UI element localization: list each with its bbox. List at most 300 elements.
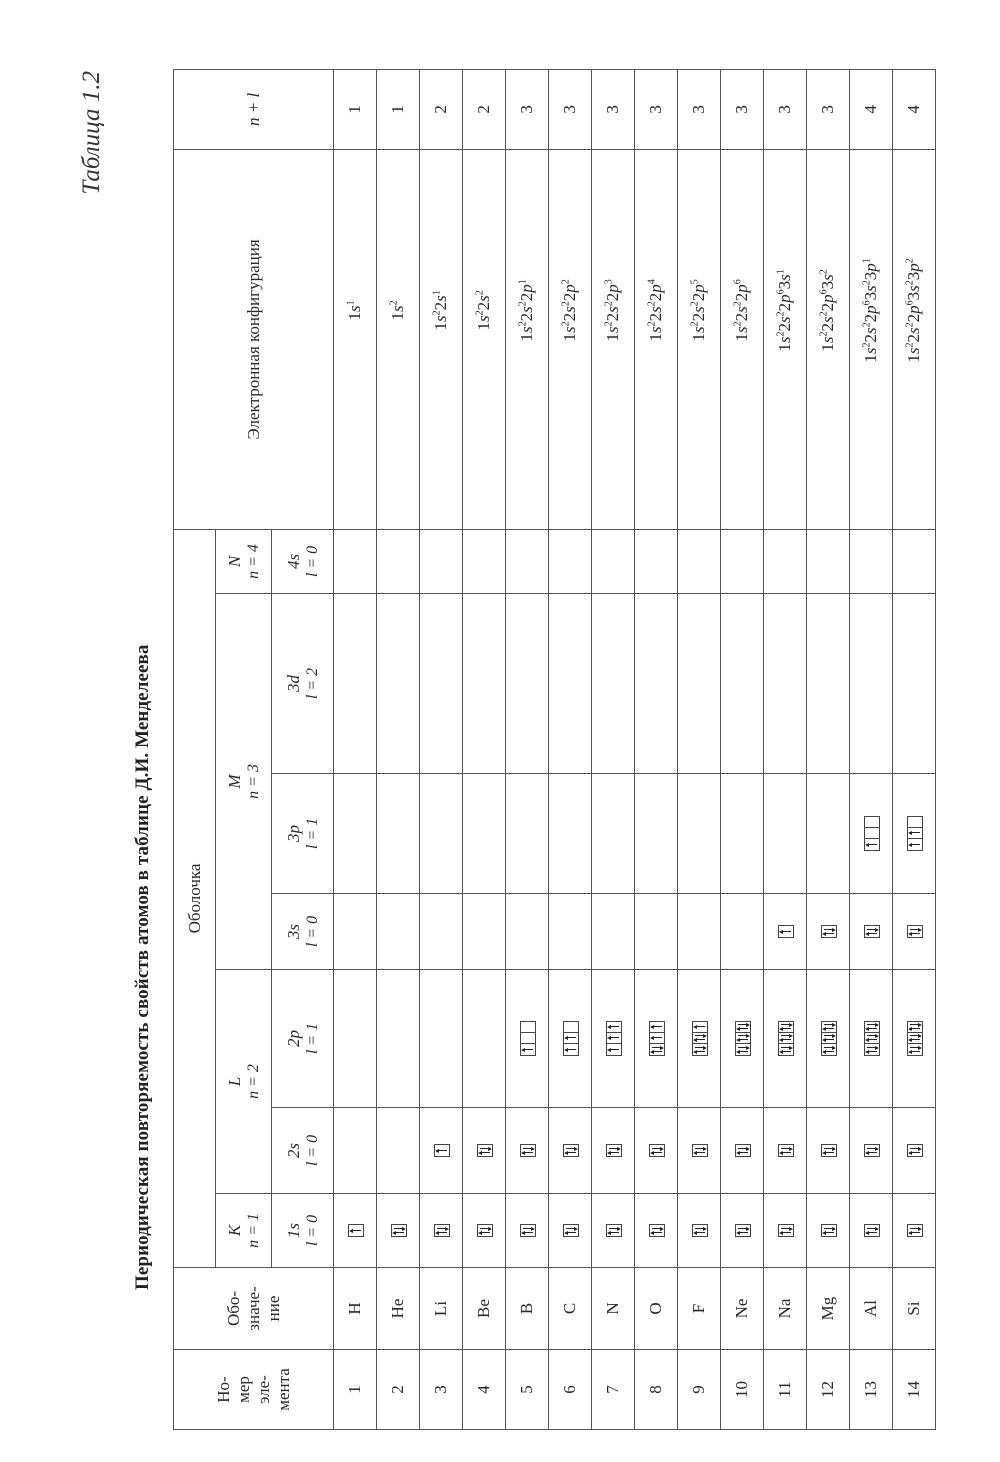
spin-down-arrow-icon	[566, 1148, 576, 1149]
orbital-box	[907, 925, 923, 938]
orbital-3s-cell	[850, 894, 893, 970]
spin-up-arrow-icon	[867, 1039, 877, 1040]
orbital-2s-cell	[420, 1108, 463, 1194]
orbital-cell	[693, 1022, 707, 1033]
orbital-3p-cell	[893, 774, 936, 894]
config-electron-count: 2	[818, 331, 830, 337]
spin-down-arrow-icon	[609, 1228, 619, 1229]
element-symbol: H	[334, 1268, 377, 1350]
orbital-cell	[521, 1145, 535, 1156]
orbital-3p-cell	[678, 774, 721, 894]
orbital-2s-cell	[549, 1108, 592, 1194]
orbital-cell	[779, 1145, 793, 1156]
orbital-cell	[822, 1022, 836, 1033]
spin-up-arrow-icon	[351, 1230, 361, 1231]
orbital-3d-cell	[721, 594, 764, 774]
orbital-cell	[349, 1225, 363, 1236]
spin-down-arrow-icon	[867, 1228, 877, 1229]
orbital-box	[477, 1144, 493, 1157]
config-orbital-letter: s	[904, 285, 923, 292]
spin-down-arrow-icon	[867, 1024, 877, 1025]
orbital-1s-cell	[506, 1194, 549, 1268]
table-row	[721, 69, 764, 1429]
orbital-4s-cell	[764, 529, 807, 593]
spin-down-arrow-icon	[910, 1035, 920, 1036]
n-plus-l-value: 4	[850, 69, 893, 149]
orbital-cell	[564, 1145, 578, 1156]
spin-up-arrow-icon	[824, 1051, 834, 1052]
config-orbital-letter: s	[818, 274, 837, 281]
orbital-3d-cell	[463, 594, 506, 774]
orbital-3s-cell	[721, 894, 764, 970]
config-electron-count: 1	[517, 279, 529, 285]
config-orbital-letter: p	[560, 284, 579, 293]
orbital-2s-cell	[463, 1108, 506, 1194]
config-electron-count: 2	[517, 301, 529, 307]
config-orbital-letter: s	[775, 336, 794, 344]
table-row	[506, 69, 549, 1429]
orbital-3s-cell	[678, 894, 721, 970]
orbital-cell	[779, 1044, 793, 1055]
element-number: 10	[721, 1350, 764, 1430]
orbital-box	[821, 1144, 837, 1157]
header-shell: Оболочка	[174, 529, 216, 1267]
orbital-3p-cell	[764, 774, 807, 894]
spin-down-arrow-icon	[609, 1148, 619, 1149]
orbital-cell	[521, 1022, 535, 1033]
config-orbital-letter: s	[431, 315, 450, 323]
orbital-2s-cell	[506, 1108, 549, 1194]
orbital-cell	[908, 1022, 922, 1033]
header-subshell-1s	[272, 1194, 334, 1268]
config-orbital-letter: p	[732, 284, 751, 293]
orbital-2p-cell	[549, 970, 592, 1108]
table-body	[334, 69, 936, 1429]
spin-up-arrow-icon	[566, 1049, 576, 1050]
orbital-3p-cell	[721, 774, 764, 894]
orbital-box	[907, 1224, 923, 1237]
orbital-cell	[607, 1225, 621, 1236]
orbital-2s-cell	[334, 1108, 377, 1194]
spin-down-arrow-icon	[867, 1148, 877, 1149]
element-number: 14	[893, 1350, 936, 1430]
orbital-cell	[908, 1033, 922, 1044]
spin-up-arrow-icon	[480, 1152, 490, 1153]
config-orbital-letter: p	[646, 284, 665, 293]
config-electron-count: 2	[861, 280, 873, 286]
spin-down-arrow-icon	[867, 929, 877, 930]
spin-up-arrow-icon	[824, 1028, 834, 1029]
orbital-box	[735, 1144, 751, 1157]
config-electron-count: 6	[818, 289, 830, 295]
orbital-box	[778, 1144, 794, 1157]
orbital-cell	[865, 1225, 879, 1236]
orbital-4s-cell	[334, 529, 377, 593]
spin-up-arrow-icon	[824, 1152, 834, 1153]
header-subshell-2s	[272, 1108, 334, 1194]
orbital-cell	[521, 1033, 535, 1044]
subshell-name: 2s	[283, 1142, 303, 1159]
header-n-plus-l: n + l	[174, 69, 334, 149]
config-electron-count: 2	[560, 321, 572, 327]
header-number-line: мер	[233, 1376, 253, 1403]
config-orbital-letter: s	[517, 306, 536, 313]
spin-up-arrow-icon	[566, 1232, 576, 1233]
subshell-name: 2p	[283, 1030, 303, 1047]
config-electron-count: 4	[646, 279, 658, 285]
element-symbol: Li	[420, 1268, 463, 1350]
orbital-box	[520, 1021, 536, 1056]
orbital-cell	[908, 926, 922, 937]
orbital-box	[864, 1144, 880, 1157]
orbital-cell	[865, 817, 879, 828]
electron-configuration: $1s^22s^22p^4$	[635, 149, 678, 529]
spin-up-arrow-icon	[566, 1152, 576, 1153]
orbital-cell	[779, 1022, 793, 1033]
orbital-box	[606, 1224, 622, 1237]
electron-configuration: $1s^22s^1$	[420, 149, 463, 529]
electron-configuration: $1s^22s^22p^63s^23p^2$	[893, 149, 936, 529]
orbital-3p-cell	[549, 774, 592, 894]
header-subshell-3p	[272, 774, 334, 894]
spin-up-arrow-icon	[867, 1232, 877, 1233]
orbital-cell	[693, 1044, 707, 1055]
table-row	[377, 69, 420, 1429]
orbital-cell	[736, 1033, 750, 1044]
electron-configuration: $1s^22s^22p^6$	[721, 149, 764, 529]
orbital-3p-cell	[635, 774, 678, 894]
config-electron-count: 2	[689, 321, 701, 327]
config-electron-count: 2	[861, 322, 873, 328]
element-number: 12	[807, 1350, 850, 1430]
config-electron-count: 6	[904, 300, 916, 306]
electron-configuration: $1s^22s^22p^63s^1$	[764, 149, 807, 529]
orbital-4s-cell	[678, 529, 721, 593]
orbital-2p-cell	[893, 970, 936, 1108]
spin-down-arrow-icon	[781, 1047, 791, 1048]
spin-down-arrow-icon	[781, 1024, 791, 1025]
element-symbol: F	[678, 1268, 721, 1350]
orbital-4s-cell	[893, 529, 936, 593]
orbital-cell	[693, 1225, 707, 1236]
spin-down-arrow-icon	[867, 1035, 877, 1036]
orbital-cell	[908, 839, 922, 850]
element-number: 5	[506, 1350, 549, 1430]
spin-up-arrow-icon	[867, 844, 877, 845]
element-symbol: N	[592, 1268, 635, 1350]
header-subshell-2p	[272, 970, 334, 1108]
config-electron-count: 2	[818, 269, 830, 275]
orbital-cell	[478, 1225, 492, 1236]
config-electron-count: 2	[603, 321, 615, 327]
orbital-3d-cell	[377, 594, 420, 774]
config-electron-count: 1	[861, 258, 873, 264]
spin-down-arrow-icon	[652, 1228, 662, 1229]
spin-up-arrow-icon	[437, 1232, 447, 1233]
subshell-l: l = 0	[303, 915, 321, 948]
config-electron-count: 6	[732, 279, 744, 285]
element-symbol: O	[635, 1268, 678, 1350]
orbital-3d-cell	[334, 594, 377, 774]
spin-up-arrow-icon	[738, 1152, 748, 1153]
orbital-2p-cell	[463, 970, 506, 1108]
n-plus-l-value: 3	[678, 69, 721, 149]
n-plus-l-value: 3	[721, 69, 764, 149]
element-symbol: Na	[764, 1268, 807, 1350]
table-row	[850, 69, 893, 1429]
orbital-3d-cell	[506, 594, 549, 774]
orbital-1s-cell	[592, 1194, 635, 1268]
config-orbital-letter: s	[775, 316, 794, 323]
spin-down-arrow-icon	[695, 1035, 705, 1036]
spin-down-arrow-icon	[695, 1148, 705, 1149]
subshell-l: l = 1	[303, 817, 321, 850]
subshell-name: 1s	[283, 1222, 303, 1239]
electron-configuration: $1s^1$	[334, 149, 377, 529]
header-shell-k	[216, 1194, 272, 1268]
spin-up-arrow-icon	[781, 1051, 791, 1052]
spin-up-arrow-icon	[738, 1028, 748, 1029]
spin-down-arrow-icon	[867, 1047, 877, 1048]
orbital-box	[778, 1021, 794, 1056]
n-plus-l-value: 3	[506, 69, 549, 149]
periodic-table	[173, 69, 936, 1430]
spin-down-arrow-icon	[910, 1047, 920, 1048]
spin-down-arrow-icon	[781, 1148, 791, 1149]
config-electron-count: 2	[474, 290, 486, 296]
orbital-3d-cell	[850, 594, 893, 774]
spin-down-arrow-icon	[566, 1228, 576, 1229]
spin-up-arrow-icon	[437, 1150, 447, 1151]
spin-up-arrow-icon	[566, 1037, 576, 1038]
orbital-cell	[779, 1225, 793, 1236]
orbital-3s-cell	[893, 894, 936, 970]
shell-letter: M	[224, 774, 244, 789]
electron-configuration: $1s^22s^2$	[463, 149, 506, 529]
config-electron-count: 2	[732, 301, 744, 307]
config-orbital-letter: s	[646, 326, 665, 334]
n-plus-l-value: 3	[635, 69, 678, 149]
spin-down-arrow-icon	[824, 1047, 834, 1048]
config-electron-count: 2	[646, 301, 658, 307]
header-number-line: мента	[273, 1368, 293, 1411]
spin-down-arrow-icon	[738, 1024, 748, 1025]
orbital-3d-cell	[678, 594, 721, 774]
element-number: 9	[678, 1350, 721, 1430]
spin-up-arrow-icon	[695, 1026, 705, 1027]
orbital-cell	[736, 1225, 750, 1236]
orbital-cell	[865, 1044, 879, 1055]
spin-down-arrow-icon	[824, 1024, 834, 1025]
orbital-cell	[865, 839, 879, 850]
config-orbital-letter: s	[904, 327, 923, 334]
orbital-2p-cell	[807, 970, 850, 1108]
orbital-2p-cell	[635, 970, 678, 1108]
header-shell-n	[216, 529, 272, 593]
spin-up-arrow-icon	[652, 1051, 662, 1052]
config-orbital-letter: s	[517, 326, 536, 334]
config-orbital-letter: p	[861, 263, 880, 272]
subshell-l: l = 0	[303, 1134, 321, 1167]
spin-up-arrow-icon	[824, 933, 834, 934]
orbital-2p-cell	[334, 970, 377, 1108]
orbital-box	[692, 1021, 708, 1056]
orbital-box	[907, 816, 923, 851]
orbital-box	[778, 925, 794, 938]
spin-up-arrow-icon	[394, 1232, 404, 1233]
config-orbital-letter: p	[517, 284, 536, 293]
config-orbital-letter: s	[646, 306, 665, 313]
config-orbital-letter: p	[861, 305, 880, 314]
config-electron-count: 2	[603, 301, 615, 307]
orbital-cell	[865, 1022, 879, 1033]
config-electron-count: 2	[560, 279, 572, 285]
spin-up-arrow-icon	[652, 1152, 662, 1153]
electron-configuration: $1s^2$	[377, 149, 420, 529]
config-orbital-letter: s	[474, 315, 493, 323]
orbital-3p-cell	[463, 774, 506, 894]
shell-letter: N	[224, 555, 244, 568]
config-orbital-letter: p	[904, 263, 923, 272]
orbital-2p-cell	[678, 970, 721, 1108]
orbital-cell	[564, 1044, 578, 1055]
shell-letter: K	[224, 1224, 244, 1237]
spin-up-arrow-icon	[738, 1232, 748, 1233]
config-electron-count: 2	[474, 310, 486, 316]
orbital-3s-cell	[334, 894, 377, 970]
orbital-cell	[607, 1022, 621, 1033]
orbital-1s-cell	[549, 1194, 592, 1268]
orbital-2p-cell	[721, 970, 764, 1108]
spin-down-arrow-icon	[394, 1228, 404, 1229]
spin-up-arrow-icon	[695, 1152, 705, 1153]
spin-up-arrow-icon	[523, 1232, 533, 1233]
spin-down-arrow-icon	[910, 929, 920, 930]
orbital-3p-cell	[592, 774, 635, 894]
spin-up-arrow-icon	[652, 1026, 662, 1027]
orbital-box	[477, 1224, 493, 1237]
spin-up-arrow-icon	[738, 1039, 748, 1040]
spin-up-arrow-icon	[910, 1028, 920, 1029]
config-electron-count: 1	[775, 269, 787, 275]
element-symbol: Be	[463, 1268, 506, 1350]
table-row	[420, 69, 463, 1429]
orbital-cell	[736, 1145, 750, 1156]
orbital-box	[649, 1021, 665, 1056]
orbital-3d-cell	[549, 594, 592, 774]
config-electron-count: 1	[431, 290, 443, 296]
spin-down-arrow-icon	[738, 1228, 748, 1229]
orbital-3p-cell	[377, 774, 420, 894]
config-electron-count: 2	[388, 300, 400, 306]
header-symbol-line: ние	[263, 1295, 283, 1322]
config-electron-count: 1	[345, 300, 357, 306]
spin-up-arrow-icon	[480, 1232, 490, 1233]
table-row	[764, 69, 807, 1429]
orbital-1s-cell	[420, 1194, 463, 1268]
config-orbital-letter: s	[904, 347, 923, 355]
spin-up-arrow-icon	[609, 1026, 619, 1027]
orbital-2s-cell	[807, 1108, 850, 1194]
element-symbol: Ne	[721, 1268, 764, 1350]
table-title: Периодическая повторяемость свойств атомов в таблице Д.И. Менделеева	[132, 644, 153, 1290]
orbital-cell	[693, 1033, 707, 1044]
orbital-cell	[650, 1022, 664, 1033]
spin-down-arrow-icon	[480, 1148, 490, 1149]
config-orbital-letter: s	[689, 326, 708, 334]
config-electron-count: 2	[818, 311, 830, 317]
orbital-cell	[650, 1225, 664, 1236]
orbital-box	[864, 1224, 880, 1237]
spin-up-arrow-icon	[609, 1152, 619, 1153]
element-number: 11	[764, 1350, 807, 1430]
header-number-line: Но-	[213, 1376, 233, 1403]
spin-up-arrow-icon	[867, 933, 877, 934]
spin-up-arrow-icon	[652, 1037, 662, 1038]
header-subshell-3d	[272, 594, 334, 774]
orbital-1s-cell	[893, 1194, 936, 1268]
header-subshell-3s	[272, 894, 334, 970]
orbital-cell	[908, 1225, 922, 1236]
config-electron-count: 6	[861, 300, 873, 306]
spin-up-arrow-icon	[867, 1051, 877, 1052]
orbital-box	[778, 1224, 794, 1237]
orbital-box	[520, 1224, 536, 1237]
orbital-box	[821, 1224, 837, 1237]
config-orbital-letter: s	[818, 316, 837, 323]
config-electron-count: 2	[517, 321, 529, 327]
spin-up-arrow-icon	[738, 1051, 748, 1052]
orbital-3p-cell	[850, 774, 893, 894]
orbital-3s-cell	[549, 894, 592, 970]
orbital-cell	[822, 1033, 836, 1044]
orbital-box	[821, 925, 837, 938]
n-plus-l-value: 3	[549, 69, 592, 149]
orbital-cell	[392, 1225, 406, 1236]
orbital-box	[735, 1021, 751, 1056]
spin-up-arrow-icon	[910, 1152, 920, 1153]
table-row	[334, 69, 377, 1429]
config-orbital-letter: s	[345, 305, 364, 312]
config-orbital-letter: s	[732, 326, 751, 334]
orbital-cell	[865, 926, 879, 937]
subshell-l: l = 1	[303, 1022, 321, 1055]
subshell-l: l = 2	[303, 667, 321, 700]
config-electron-count: 2	[861, 342, 873, 348]
spin-down-arrow-icon	[781, 1228, 791, 1229]
config-electron-count: 2	[904, 258, 916, 264]
orbital-4s-cell	[377, 529, 420, 593]
orbital-3s-cell	[635, 894, 678, 970]
spin-up-arrow-icon	[523, 1049, 533, 1050]
orbital-4s-cell	[635, 529, 678, 593]
orbital-3d-cell	[893, 594, 936, 774]
spin-up-arrow-icon	[910, 1232, 920, 1233]
spin-up-arrow-icon	[652, 1232, 662, 1233]
spin-down-arrow-icon	[695, 1047, 705, 1048]
orbital-4s-cell	[592, 529, 635, 593]
header-shell-l	[216, 970, 272, 1194]
electron-configuration: $1s^22s^22p^5$	[678, 149, 721, 529]
orbital-3d-cell	[764, 594, 807, 774]
spin-up-arrow-icon	[910, 832, 920, 833]
orbital-3s-cell	[463, 894, 506, 970]
orbital-1s-cell	[635, 1194, 678, 1268]
config-orbital-letter: s	[388, 305, 407, 312]
orbital-2p-cell	[420, 970, 463, 1108]
config-orbital-letter: s	[689, 306, 708, 313]
spin-up-arrow-icon	[609, 1037, 619, 1038]
